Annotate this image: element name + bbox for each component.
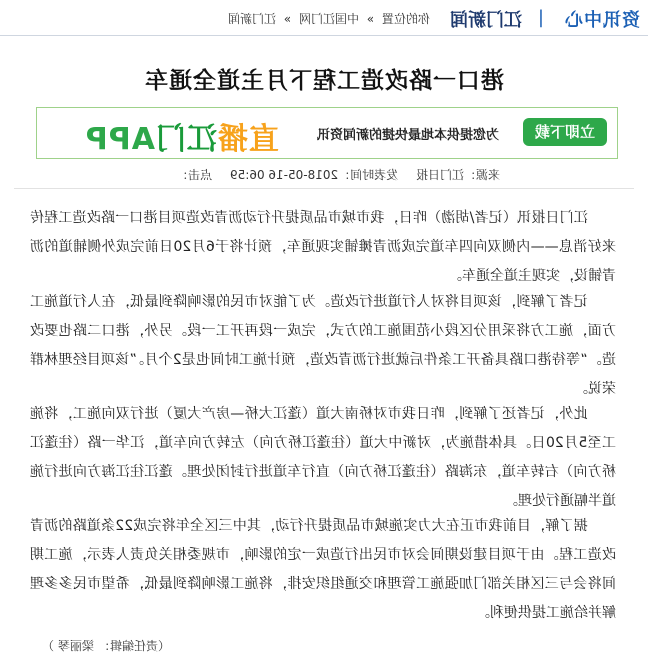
header-divider-line	[0, 35, 648, 36]
section-title[interactable]: 江门新闻	[450, 10, 522, 31]
brand-title[interactable]: 资讯中心	[564, 10, 640, 31]
editor-label: （责任编辑：	[97, 639, 170, 653]
header-divider: |	[537, 7, 544, 28]
article-paragraph	[30, 512, 616, 628]
article-paragraph	[30, 288, 616, 404]
site-header	[0, 0, 648, 36]
paragraph-text: 此外，记者还了解到，昨日我市对桥南大道（蓬江大桥—房产大厦）进行双向施工，将施工至5月20日。具体措施为，对新中大道（往蓬江桥方向）左转方向车道，江华一路（往蓬江桥方向）右转车道，东海路（往蓬江桥方向）直行车道进行封闭处理。蓬江往江海方向进行施道半幅通行处理。	[30, 406, 616, 509]
article-meta	[162, 166, 500, 183]
article-clicks: 点击：	[176, 168, 213, 182]
logo-main: 江门	[155, 122, 217, 157]
paragraph-text: 江门日报讯（记者/胡渤）昨日，我市城市品质提升行动沥青改造项目港口一路改造工程传来好消息——内侧双向四车道完成沥青摊铺实现通车，预计将于6月20日前完成外侧辅道的沥青铺设，实现主道全通车。	[30, 210, 616, 284]
breadcrumb	[224, 10, 430, 27]
article-source: 来源：江门日报	[415, 168, 500, 182]
paragraph-text: 据了解，目前我市正在大力实施城市品质提升行动，其中三区全年将完成22条道路的沥青改造工程。由于项目建设期间会对市民出行造成一定的影响，市规委相关负责人表示，施工期间将会与三区相关部门加强施工管理和交通组织安排，将施工影响降到最低，希望市民多多理解并给施工提供便利。	[30, 518, 616, 621]
breadcrumb-separator: »	[366, 12, 375, 26]
meta-divider	[14, 188, 634, 189]
editor-name: 梁丽琴	[57, 639, 94, 653]
logo-prefix: 直播	[217, 122, 279, 157]
banner-slogan: 为您提供本地最快捷的新闻资讯	[316, 128, 499, 143]
article-paragraph	[30, 400, 616, 516]
paragraph-text: 记者了解到，该项目将对人行道进行改造。为了能对市民的影响降到最低，在人行道施工方面，施工方将采用分区段小范围施工的方式，完成一段再开工一段。另外，港口二路也要改造。“等待港口路具备开工条件后就进行沥青改造，预计施工时间也是2个月。”该项目经理林群荣说。	[30, 294, 616, 397]
article-paragraph	[30, 204, 616, 291]
article-title: 港口一路改造工程下月主道全通车	[144, 68, 504, 94]
app-banner[interactable]	[36, 107, 618, 159]
editor-credit	[38, 637, 170, 654]
breadcrumb-separator: »	[283, 12, 292, 26]
app-logo	[85, 114, 279, 158]
breadcrumb-link-section[interactable]: 江门新闻	[227, 12, 276, 26]
editor-close: ）	[41, 639, 54, 653]
breadcrumb-label: 你的位置	[381, 12, 430, 26]
logo-suffix: APP	[84, 122, 155, 157]
article-published: 发表时间：2018-05-16 06:59	[230, 168, 399, 182]
download-button[interactable]: 立即下载	[523, 118, 607, 146]
breadcrumb-link-home[interactable]: 中国江门网	[298, 12, 359, 26]
